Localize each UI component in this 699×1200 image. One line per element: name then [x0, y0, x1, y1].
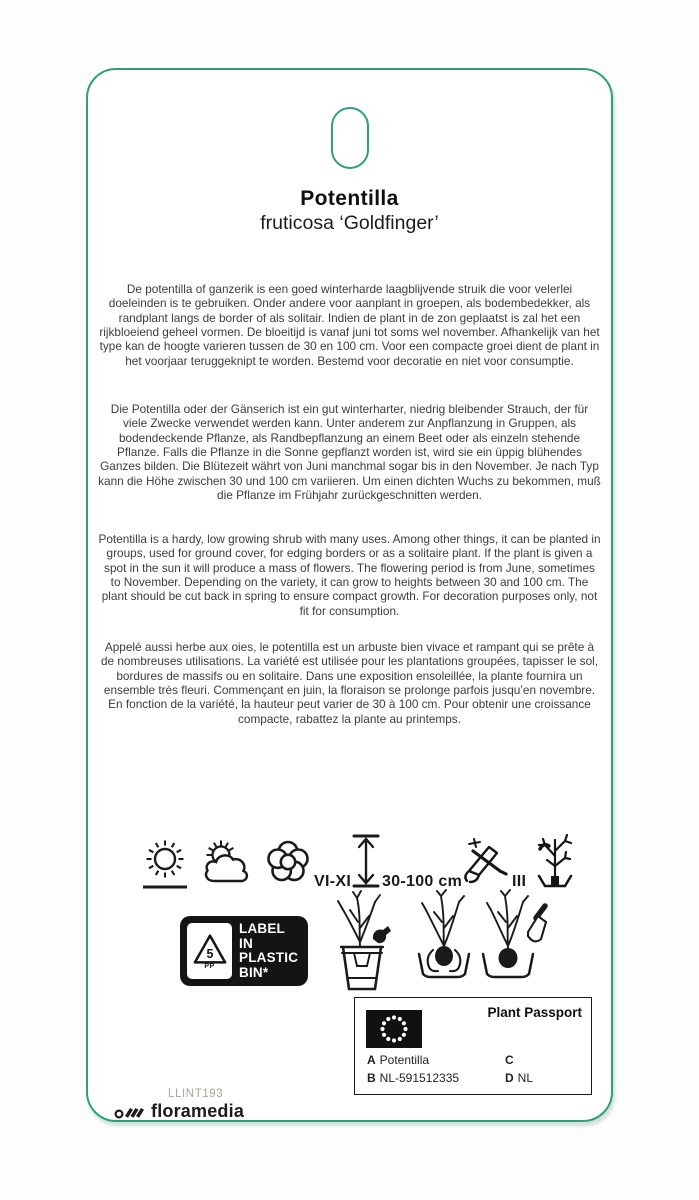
flowering-months-label: VI-XI [314, 873, 352, 890]
plastic-bin-text [239, 922, 301, 980]
pruning-shears-icon [460, 836, 512, 886]
passport-b-value: NL-591512335 [379, 1071, 460, 1085]
recycling-triangle-icon [192, 933, 228, 965]
recycling-material-label: PP [204, 962, 215, 970]
plant-rootball-in-ground-icon [414, 888, 474, 994]
plant-passport-title: Plant Passport [487, 1005, 582, 1020]
product-code: LLINT193 [168, 1088, 224, 1100]
label-in-plastic-bin-badge [180, 916, 308, 986]
passport-d-value: NL [517, 1071, 534, 1085]
passport-c-label: C [505, 1053, 514, 1067]
passport-a-value: Potentilla [379, 1053, 430, 1067]
plant-genus-title: Potentilla [300, 187, 399, 210]
eu-flag-icon [366, 1010, 422, 1048]
brand-name: floramedia [151, 1101, 245, 1121]
passport-field-d [505, 1071, 533, 1085]
full-sun-icon [140, 836, 190, 892]
plastic-bin-line3: BIN* [239, 964, 269, 980]
cut-back-plant-icon [534, 832, 576, 890]
pruning-month-label: III [512, 873, 527, 890]
plant-label-card [86, 68, 613, 1122]
floramedia-mark-icon [114, 1102, 148, 1122]
description-english: Potentilla is a hardy, low growing shrub with many uses. Among other things, it can be planted in groups, used for ground cover, for edging borders or as a solitaire plant. If the plant is given a spot in the sun it will produce a mass of flowers. The flowering period is from June, sometimes to November. Depending on the variety, it can grow to heights between 30 and 100 cm. The plant should be cut back in spring to ensure compact growth. For decoration purposes only, not fit for consumption. [98, 531, 601, 618]
plastic-bin-line2: PLASTIC [239, 950, 299, 965]
description-dutch: De potentilla of ganzerik is een goed winterharde laagblijvende struik die voor velerlei doeleinden is te gebruiken. Onder andere voor aanplant in groepen, als bodembedekker, als randplant langs de border of als solitair. Indien de plant in de zon geplaatst is zal het een rijkbloeiend geheel vormen. De bloeitijd is vanaf juni tot soms wel november. Afhankelijk van het type kan de hoogte varieren tussen de 30 en 100 cm. Voor een compacte groei dient de plant in het voorjaar teruggeknipt te worden. Bestemd voor decoratie en niet voor consumptie. [99, 281, 600, 368]
floramedia-logo [114, 1101, 244, 1122]
partial-shade-icon [200, 834, 254, 888]
passport-a-label: A [367, 1053, 376, 1067]
recycling-code: 5 [206, 946, 213, 961]
plant-passport-box [354, 997, 592, 1095]
plant-with-trowel-icon [480, 888, 552, 994]
description-german: Die Potentilla oder der Gänserich ist ein gut winterharter, niedrig bleibender Strauch, der für viele Zwecke verwendet werden kann. Unter anderem zur Anpflanzung in Gruppen, als bodendeckende Pflanze, als Randbepflanzung an einem Beet oder als einzeln stehende Pflanze. Falls die Pflanze in die Sonne gepflanzt worden ist, wird sie ein üppig blühendes Ganzes bilden. Die Blütezeit währt von Juni manchmal sogar bis in den November. Je nach Typ kann die Höhe zwischen 30 und 100 cm variieren. Um einen dichten Wuchs zu bekommen, muß die Pflanze im Frühjahr zurückgeschnitten werden. [98, 401, 601, 503]
flowering-period-icon [262, 836, 314, 888]
height-range-label: 30-100 cm [382, 873, 463, 890]
passport-field-c [505, 1053, 518, 1067]
description-french: Appelé aussi herbe aux oies, le potentilla est un arbuste bien vivace et rampant qui se prête à de nombreuses utilisations. La variété est utilisée pour les plantations groupées, tapisser le sol, bordures de massifs ou en solitaire. Dans une exposition ensoleillée, la plante fournira un ensemble très fleuri. Commençant en juin, la floraison se prolonge parfois jusqu’en novembre. En fonction de la variété, la hauteur peut varier de 30 à 100 cm. Pour obtenir une croissance compacte, rabattez la plante au printemps. [100, 639, 599, 726]
passport-b-label: B [367, 1071, 376, 1085]
water-plant-in-bucket-icon [328, 888, 394, 994]
hang-hole [331, 107, 369, 169]
recycling-code-box [187, 923, 232, 979]
plant-cultivar-subtitle: fruticosa ‘Goldfinger’ [260, 212, 439, 234]
passport-d-label: D [505, 1071, 514, 1085]
passport-field-a [367, 1053, 429, 1067]
plastic-bin-line1: LABEL IN [239, 921, 285, 951]
height-range-icon [352, 832, 380, 890]
passport-field-b [367, 1071, 459, 1085]
